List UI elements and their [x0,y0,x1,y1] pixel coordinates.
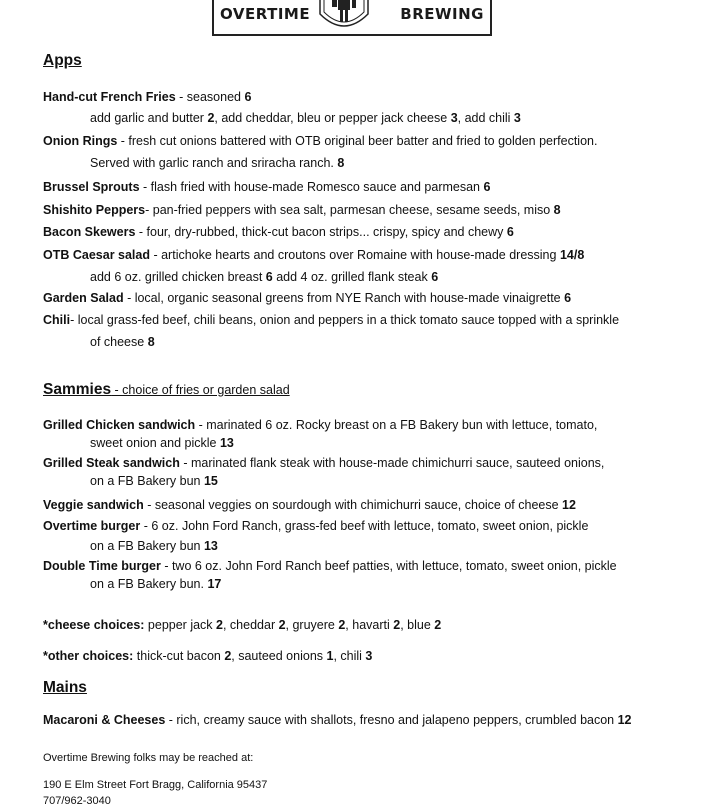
menu-item [43,497,576,513]
item-name: Chili [43,313,71,327]
sammies-subtitle: - choice of fries or garden salad [111,383,290,397]
item-name: Garden Salad [43,291,124,305]
item-description: - fresh cut onions battered with OTB original beer batter and fried to golden perfection. [117,134,598,148]
choice-label: *other choices: [43,649,134,663]
price: 8 [337,156,345,170]
detail-text: Served with garlic ranch and sriracha ranch. [90,156,338,170]
item-name: Onion Rings [43,134,118,148]
item-name: Hand-cut French Fries [43,90,176,104]
brand-logo [212,0,492,36]
detail-text: add garlic and butter [90,111,208,125]
detail-text: on a FB Bakery bun [90,474,204,488]
price: 2 [393,618,401,632]
price: 2 [278,618,286,632]
item-name: Bacon Skewers [43,225,136,239]
price: 2 [338,618,346,632]
menu-item-detail [90,473,218,489]
item-description: - rich, creamy sauce with shallots, fresno and jalapeno peppers, crumbled bacon [165,713,618,727]
item-name: Double Time burger [43,559,161,573]
price: 6 [265,270,273,284]
choice-text: , cheddar [222,618,279,632]
item-description: - artichoke hearts and croutons over Romaine with house-made dressing [150,248,560,262]
menu-item [43,179,490,195]
item-name: Grilled Chicken sandwich [43,418,196,432]
detail-text: add 4 oz. grilled flank steak [272,270,432,284]
choice-text: , blue [400,618,435,632]
footer-phone: 707/962-3040 [43,795,111,807]
footer-intro: Overtime Brewing folks may be reached at: [43,752,254,764]
price: 13 [203,539,218,553]
footer-address: 190 E Elm Street Fort Bragg, California 95437 [43,779,268,791]
choice-text: pepper jack [144,618,217,632]
detail-text: add 6 oz. grilled chicken breast [90,270,266,284]
brewer-emblem-icon [310,0,378,34]
price: 6 [244,90,252,104]
item-description: - flash fried with house-made Romesco sauce and parmesan [139,180,484,194]
menu-item-detail [90,110,521,126]
menu-item-detail [90,576,221,592]
choice-text: thick-cut bacon [133,649,225,663]
item-description: - pan-fried peppers with sea salt, parmesan cheese, sesame seeds, miso [145,203,554,217]
price: 3 [513,111,521,125]
price: 1 [326,649,334,663]
price: 12 [617,713,632,727]
price: 8 [553,203,561,217]
choice-text: , chili [333,649,366,663]
detail-text: on a FB Bakery bun. [90,577,208,591]
price: 13 [219,436,234,450]
brand-word-left: OVERTIME [220,5,311,23]
sammies-title: Sammies [43,381,112,398]
price: 8 [147,335,155,349]
menu-item [43,312,619,328]
item-description: - local grass-fed beef, chili beans, onion and peppers in a thick tomato sauce topped with a sprinkle [70,313,620,327]
menu-item-detail [90,269,438,285]
price: 2 [207,111,215,125]
price: 2 [434,618,442,632]
detail-text: , add cheddar, bleu or pepper jack cheese [214,111,451,125]
choice-line [43,648,372,664]
item-name: Shishito Peppers [43,203,146,217]
item-description: - seasonal veggies on sourdough with chimichurri sauce, choice of cheese [143,498,563,512]
menu-item-detail [90,334,155,350]
price: 6 [564,291,572,305]
item-description: - marinated 6 oz. Rocky breast on a FB Bakery bun with lettuce, tomato, [195,418,598,432]
item-name: Overtime burger [43,519,141,533]
menu-item [43,247,584,263]
price: 6 [431,270,439,284]
menu-item [43,290,571,306]
price: 14/8 [559,248,585,262]
price: 12 [562,498,576,512]
choice-text: , gruyere [285,618,339,632]
price: 6 [483,180,491,194]
price: 15 [203,474,218,488]
detail-text: , add chili [457,111,514,125]
menu-item [43,224,514,240]
detail-text: on a FB Bakery bun [90,539,204,553]
item-description: - marinated flank steak with house-made chimichurri sauce, sauteed onions, [179,456,605,470]
choice-text: , sauteed onions [231,649,327,663]
price: 6 [506,225,514,239]
menu-item [43,202,561,218]
item-name: OTB Caesar salad [43,248,150,262]
detail-text: of cheese [90,335,148,349]
menu-item [43,712,632,728]
menu-item-detail [90,538,218,554]
price: 2 [224,649,232,663]
item-name: Brussel Sprouts [43,180,140,194]
choice-line [43,617,441,633]
menu-item [43,558,617,574]
menu-item-detail [90,155,344,171]
brand-word-right: BREWING [400,5,484,23]
choice-label: *cheese choices: [43,618,145,632]
price: 17 [207,577,222,591]
item-description: - four, dry-rubbed, thick-cut bacon strips... crispy, spicy and chewy [135,225,507,239]
sammies-heading [43,381,290,399]
item-description: - 6 oz. John Ford Ranch, grass-fed beef with lettuce, tomato, sweet onion, pickle [140,519,589,533]
item-description: - two 6 oz. John Ford Ranch beef patties, with lettuce, tomato, sweet onion, pickle [160,559,617,573]
menu-item [43,455,604,471]
item-description: - local, organic seasonal greens from NYE Ranch with house-made vinaigrette [123,291,565,305]
choice-text: , havarti [345,618,394,632]
apps-heading: Apps [43,52,82,69]
price: 2 [216,618,223,632]
item-description: - seasoned [175,90,245,104]
menu-item [43,89,251,105]
mains-heading: Mains [43,679,87,696]
item-name: Grilled Steak sandwich [43,456,180,470]
item-name: Veggie sandwich [43,498,144,512]
menu-item [43,417,597,433]
menu-item [43,133,597,149]
menu-item-detail [90,435,234,451]
price: 3 [365,649,373,663]
detail-text: sweet onion and pickle [90,436,220,450]
menu-item [43,518,588,534]
price: 3 [450,111,458,125]
item-name: Macaroni & Cheeses [43,713,166,727]
